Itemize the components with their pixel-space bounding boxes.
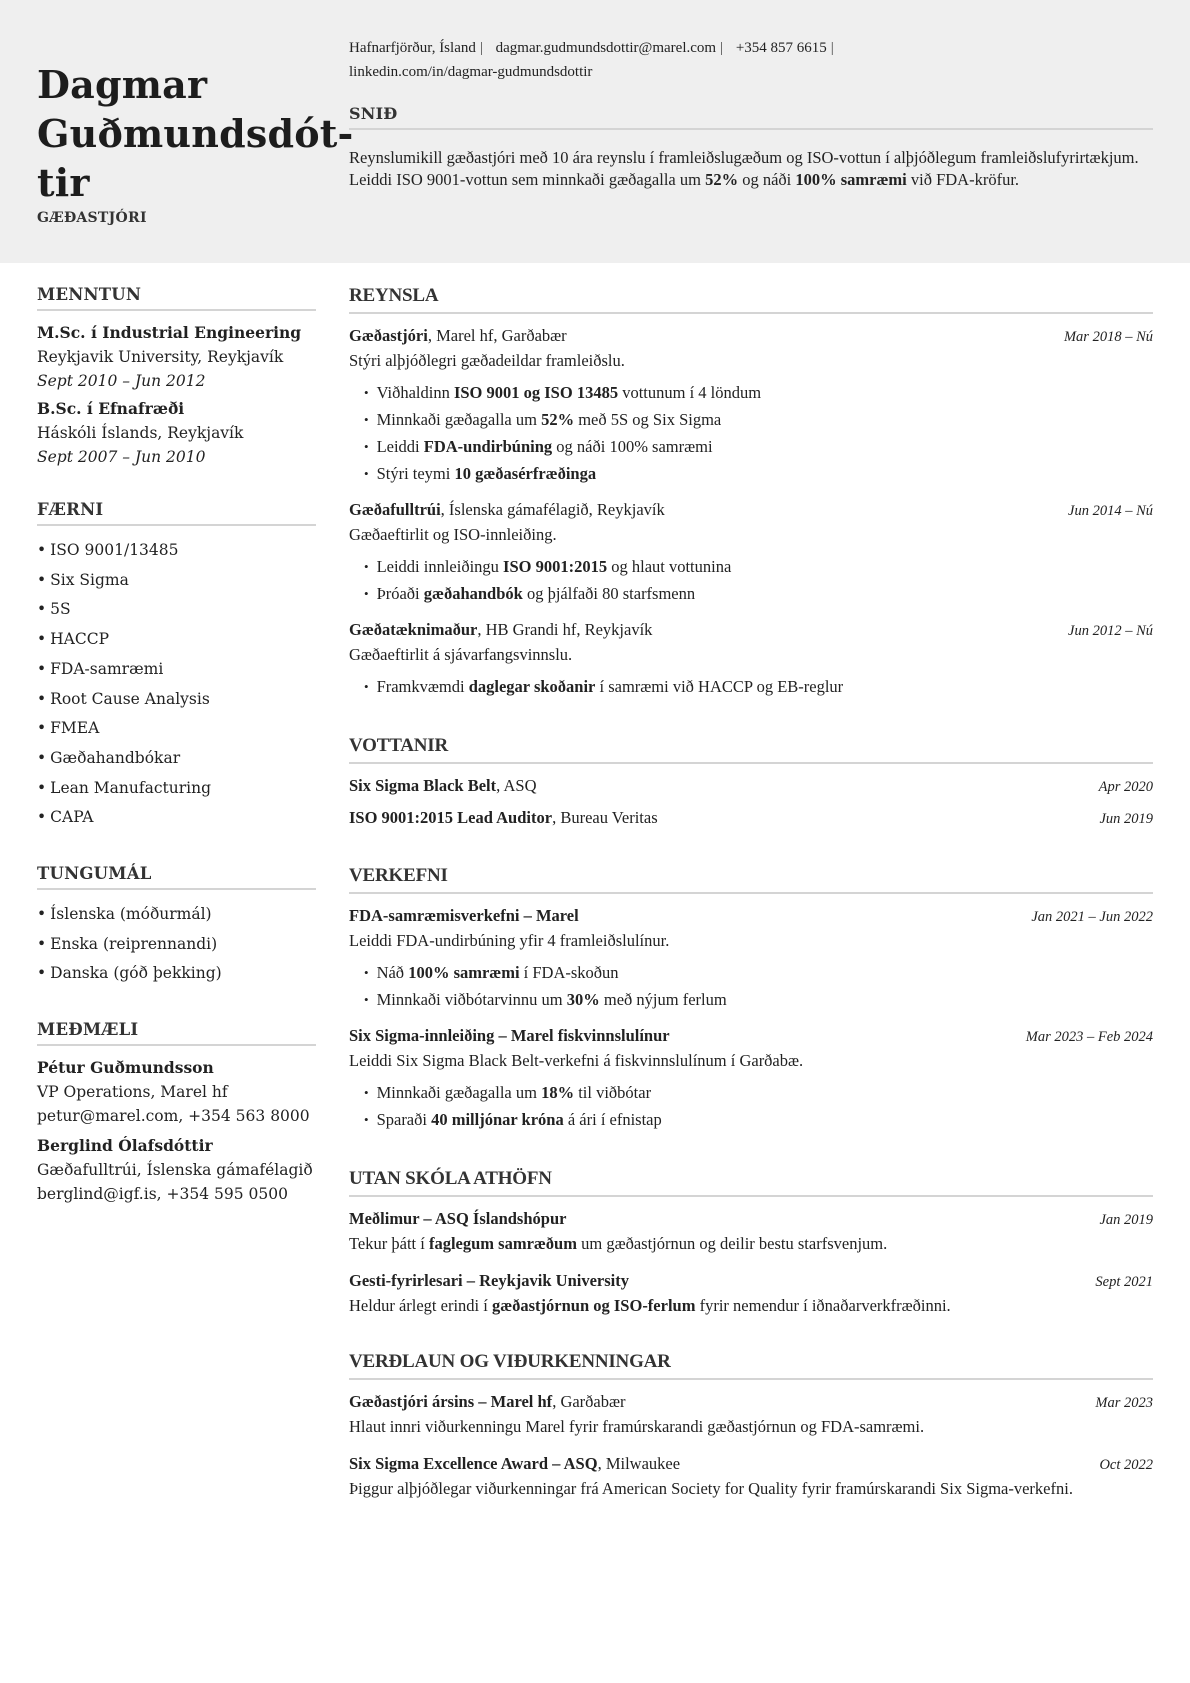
reference-position: VP Operations, Marel hf <box>37 1083 228 1102</box>
job-role: Gæðastjóri <box>349 326 428 345</box>
phone: +354 857 6615 <box>735 40 827 56</box>
activity-name: Gesti-fyrirlesari – Reykjavik University <box>349 1271 629 1290</box>
bullet-item: • Leiddi FDA-undirbúning og náði 100% samræmi <box>364 434 1153 461</box>
reference-name: Berglind Ólafsdóttir <box>37 1136 213 1156</box>
separator: | <box>479 40 483 56</box>
skill-item: • FMEA <box>37 714 316 744</box>
email-link[interactable]: dagmar.gudmundsdottir@marel.com <box>495 40 717 56</box>
left-column <box>37 285 316 1237</box>
project-item <box>349 1024 1153 1134</box>
bullet-item: • Leiddi innleiðingu ISO 9001:2015 og hlaut vottunina <box>364 554 1153 581</box>
job-role: Gæðafulltrúi <box>349 500 441 519</box>
degree: M.Sc. í Industrial Engineering <box>37 323 302 342</box>
separator: | <box>720 40 724 56</box>
job-org: , Marel hf, Garðabær <box>427 326 567 345</box>
award-date: Mar 2023 <box>1095 1395 1153 1411</box>
bullet-item: • Minnkaði gæðagalla um 18% til viðbótar <box>364 1080 1153 1107</box>
education-item <box>37 397 316 469</box>
job-bullets <box>364 554 1153 608</box>
language-item: • Enska (reiprennandi) <box>37 930 316 960</box>
skill-item: • Lean Manufacturing <box>37 774 316 804</box>
candidate-name <box>37 60 354 207</box>
award-description: Hlaut innri viðurkenningu Marel fyrir framúrskarandi gæðastjórnun og FDA-samræmi. <box>349 1417 925 1436</box>
cert-name: Six Sigma Black Belt <box>349 776 497 795</box>
skill-item: • Root Cause Analysis <box>37 685 316 715</box>
project-dates: Mar 2023 – Feb 2024 <box>1025 1029 1153 1045</box>
section-title: VERKEFNI <box>349 865 1153 894</box>
section-title: FÆRNI <box>37 500 316 526</box>
activity-name: Meðlimur – ASQ Íslandshópur <box>349 1209 567 1228</box>
activity-description: Tekur þátt í faglegum samræðum um gæðastjórnun og deilir bestu starfsvenjum. <box>349 1234 888 1253</box>
reference-contact: petur@marel.com, +354 563 8000 <box>37 1107 310 1126</box>
job-description: Gæðaeftirlit á sjávarfangsvinnslu. <box>349 645 573 664</box>
job-description: Stýri alþjóðlegri gæðadeildar framleiðslu. <box>349 351 625 370</box>
experience-item <box>349 618 1153 701</box>
activity-item <box>349 1207 1153 1255</box>
skill-item: • HACCP <box>37 625 316 655</box>
skill-item: • 5S <box>37 595 316 625</box>
projects-section <box>349 865 1153 1134</box>
project-bullets <box>364 960 1153 1014</box>
section-title: VERÐLAUN OG VIÐURKENNINGAR <box>349 1351 1153 1380</box>
reference-name: Pétur Guðmundsson <box>37 1058 214 1078</box>
language-item: • Íslenska (móðurmál) <box>37 900 316 930</box>
bullet-item: • Framkvæmdi daglegar skoðanir í samræmi við HACCP og EB-reglur <box>364 674 1153 701</box>
certification-item <box>349 774 1153 799</box>
name-line: Guðmundsdót- <box>37 111 354 156</box>
job-dates: Mar 2018 – Nú <box>1063 329 1153 345</box>
project-name: Six Sigma-innleiðing – Marel fiskvinnslulínur <box>349 1026 670 1045</box>
skill-item: • ISO 9001/13485 <box>37 536 316 566</box>
right-column <box>349 285 1153 1534</box>
award-item <box>349 1390 1153 1438</box>
project-item <box>349 904 1153 1014</box>
bullet-item: • Viðhaldinn ISO 9001 og ISO 13485 vottunum í 4 löndum <box>364 380 1153 407</box>
job-dates: Jun 2012 – Nú <box>1068 623 1153 639</box>
section-title: SNIÐ <box>349 104 1153 130</box>
section-title: MENNTUN <box>37 285 316 311</box>
job-bullets <box>364 674 1153 701</box>
summary-section <box>349 104 1153 191</box>
experience-item <box>349 498 1153 608</box>
bullet-item: • Minnkaði gæðagalla um 52% með 5S og Six Sigma <box>364 407 1153 434</box>
bullet-item: • Minnkaði viðbótarvinnu um 30% með nýjum ferlum <box>364 987 1153 1014</box>
education-section <box>37 285 316 469</box>
cert-date: Jun 2019 <box>1099 811 1153 827</box>
skills-section <box>37 500 316 833</box>
location: Hafnarfjörður, Ísland <box>349 40 476 56</box>
skill-item: • FDA-samræmi <box>37 655 316 685</box>
job-role: Gæðatæknimaður <box>349 620 478 639</box>
reference-position: Gæðafulltrúi, Íslenska gámafélagið <box>37 1161 313 1180</box>
linkedin-link[interactable]: linkedin.com/in/dagmar-gudmundsdottir <box>349 64 593 80</box>
certification-item <box>349 806 1153 831</box>
award-item <box>349 1452 1153 1500</box>
section-title: TUNGUMÁL <box>37 864 316 890</box>
project-description: Leiddi FDA-undirbúning yfir 4 framleiðslulínur. <box>349 931 670 950</box>
skill-item: • CAPA <box>37 803 316 833</box>
dates: Sept 2010 – Jun 2012 <box>37 372 206 390</box>
bullet-item: • Þróaði gæðahandbók og þjálfaði 80 starfsmenn <box>364 581 1153 608</box>
school: Reykjavik University, Reykjavík <box>37 348 284 366</box>
dates: Sept 2007 – Jun 2010 <box>37 448 206 466</box>
activity-description: Heldur árlegt erindi í gæðastjórnun og ISO-ferlum fyrir nemendur í iðnaðarverkfræðinni. <box>349 1296 951 1315</box>
activity-date: Sept 2021 <box>1095 1274 1153 1290</box>
job-bullets <box>364 380 1153 488</box>
reference-item <box>37 1134 316 1206</box>
activities-section <box>349 1168 1153 1317</box>
name-line: tir <box>37 160 90 205</box>
award-org: , Milwaukee <box>597 1454 681 1473</box>
reference-item <box>37 1056 316 1128</box>
project-name: FDA-samræmisverkefni – Marel <box>349 906 579 925</box>
bullet-item: • Náð 100% samræmi í FDA-skoðun <box>364 960 1153 987</box>
experience-item <box>349 324 1153 488</box>
project-dates: Jan 2021 – Jun 2022 <box>1031 909 1153 925</box>
award-name: Six Sigma Excellence Award – ASQ <box>349 1454 598 1473</box>
project-bullets <box>364 1080 1153 1134</box>
job-org: , Íslenska gámafélagið, Reykjavík <box>440 500 665 519</box>
awards-section <box>349 1351 1153 1500</box>
job-org: , HB Grandi hf, Reykjavík <box>477 620 653 639</box>
cert-name: ISO 9001:2015 Lead Auditor <box>349 808 553 827</box>
skill-item: • Six Sigma <box>37 566 316 596</box>
experience-section <box>349 285 1153 701</box>
certifications-section <box>349 735 1153 831</box>
section-title: UTAN SKÓLA ATHÖFN <box>349 1168 1153 1197</box>
activity-item <box>349 1269 1153 1317</box>
project-description: Leiddi Six Sigma Black Belt-verkefni á fiskvinnslulínum í Garðabæ. <box>349 1051 804 1070</box>
job-description: Gæðaeftirlit og ISO-innleiðing. <box>349 525 557 544</box>
activity-date: Jan 2019 <box>1099 1212 1153 1228</box>
cert-date: Apr 2020 <box>1098 779 1153 795</box>
skill-item: • Gæðahandbókar <box>37 744 316 774</box>
school: Háskóli Íslands, Reykjavík <box>37 424 244 442</box>
degree: B.Sc. í Efnafræði <box>37 399 185 418</box>
award-org: , Garðabær <box>552 1392 626 1411</box>
section-title: REYNSLA <box>349 285 1153 314</box>
education-item <box>37 321 316 393</box>
job-dates: Jun 2014 – Nú <box>1068 503 1153 519</box>
references-section <box>37 1020 316 1206</box>
summary-text: Reynslumikill gæðastjóri með 10 ára reynslu í framleiðslugæðum og ISO-vottun í alþjóðlegum framleiðslufyrirtækjum. Leiddi ISO 9001-vottun sem minnkaði gæðagalla um 52% og náði 100% samræmi við FDA-kröfur. <box>349 148 1139 189</box>
reference-contact: berglind@igf.is, +354 595 0500 <box>37 1185 288 1204</box>
section-title: VOTTANIR <box>349 735 1153 764</box>
cert-org: , Bureau Veritas <box>552 808 658 827</box>
separator: | <box>830 40 834 56</box>
award-date: Oct 2022 <box>1099 1457 1153 1473</box>
bullet-item: • Sparaði 40 milljónar króna á ári í efnistap <box>364 1107 1153 1134</box>
language-item: • Danska (góð þekking) <box>37 959 316 989</box>
contact-info <box>349 36 1159 84</box>
section-title: MEÐMÆLI <box>37 1020 316 1046</box>
award-name: Gæðastjóri ársins – Marel hf <box>349 1392 553 1411</box>
bullet-item: • Stýri teymi 10 gæðasérfræðinga <box>364 461 1153 488</box>
award-description: Þiggur alþjóðlegar viðurkenningar frá American Society for Quality fyrir framúrskarandi Six Sigma-verkefni. <box>349 1479 1073 1498</box>
name-line: Dagmar <box>37 62 208 107</box>
languages-section <box>37 864 316 989</box>
cert-org: , ASQ <box>496 776 537 795</box>
job-title: GÆÐASTJÓRI <box>37 210 147 226</box>
